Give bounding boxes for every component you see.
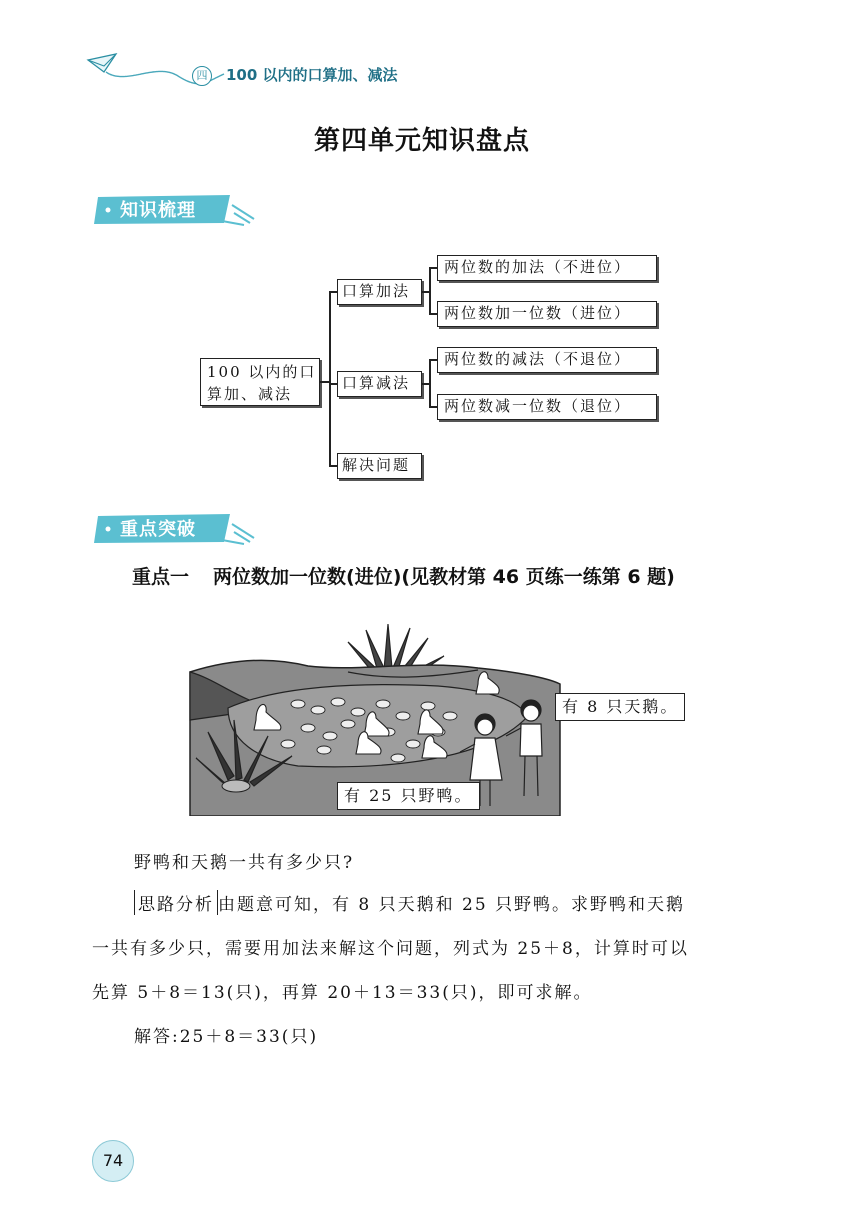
tree-branch-problems: 解决问题 [337, 453, 422, 479]
tree-root-line2: 算加、减法 [207, 385, 293, 403]
analysis-line2: 一共有多少只，需要用加法来解这个问题，列式为 25＋8，计算时可以 [92, 939, 689, 959]
tree-leaf-sub-borrow: 两位数减一位数（退位） [437, 394, 657, 420]
analysis-line1 [134, 890, 685, 915]
key-point-title: 两位数加一位数(进位)(见教材第 46 页练一练第 6 题) [213, 566, 675, 588]
question-text: 野鸭和天鹅一共有多少只? [134, 853, 355, 873]
tree-leaf-add-no-carry: 两位数的加法（不进位） [437, 255, 657, 281]
speech-bubble-ducks: 有 25 只野鸭。 [337, 782, 480, 810]
page-title: 第四单元知识盘点 [313, 126, 530, 156]
section-tab-label: 知识梳理 [120, 200, 196, 221]
analysis-line1-text: 由题意可知，有 8 只天鹅和 25 只野鸭。求野鸭和天鹅 [218, 895, 686, 915]
section-tab-label: 重点突破 [120, 519, 196, 540]
section-tab-summary [94, 193, 256, 225]
key-point-heading [132, 562, 675, 589]
key-point-label: 重点一 [132, 566, 190, 588]
tree-branch-subtract: 口算减法 [337, 371, 422, 397]
speech-bubble-swans: 有 8 只天鹅。 [555, 693, 685, 721]
analysis-tag: 思路分析 [134, 890, 218, 915]
answer-text: 解答:25＋8＝33(只) [134, 1027, 319, 1047]
tree-root-line1: 100 以内的口 [207, 363, 317, 381]
tree-leaf-sub-no-borrow: 两位数的减法（不退位） [437, 347, 657, 373]
chapter-badge: 四 [192, 66, 212, 86]
page-number: 74 [92, 1140, 134, 1182]
section-tab-focus [94, 512, 256, 544]
chapter-title: 100 以内的口算加、减法 [226, 66, 398, 84]
tree-branch-add: 口算加法 [337, 279, 422, 305]
analysis-line3: 先算 5＋8＝13(只)，再算 20＋13＝33(只)，即可求解。 [92, 983, 593, 1003]
tree-leaf-add-carry: 两位数加一位数（进位） [437, 301, 657, 327]
tree-root [200, 358, 320, 406]
